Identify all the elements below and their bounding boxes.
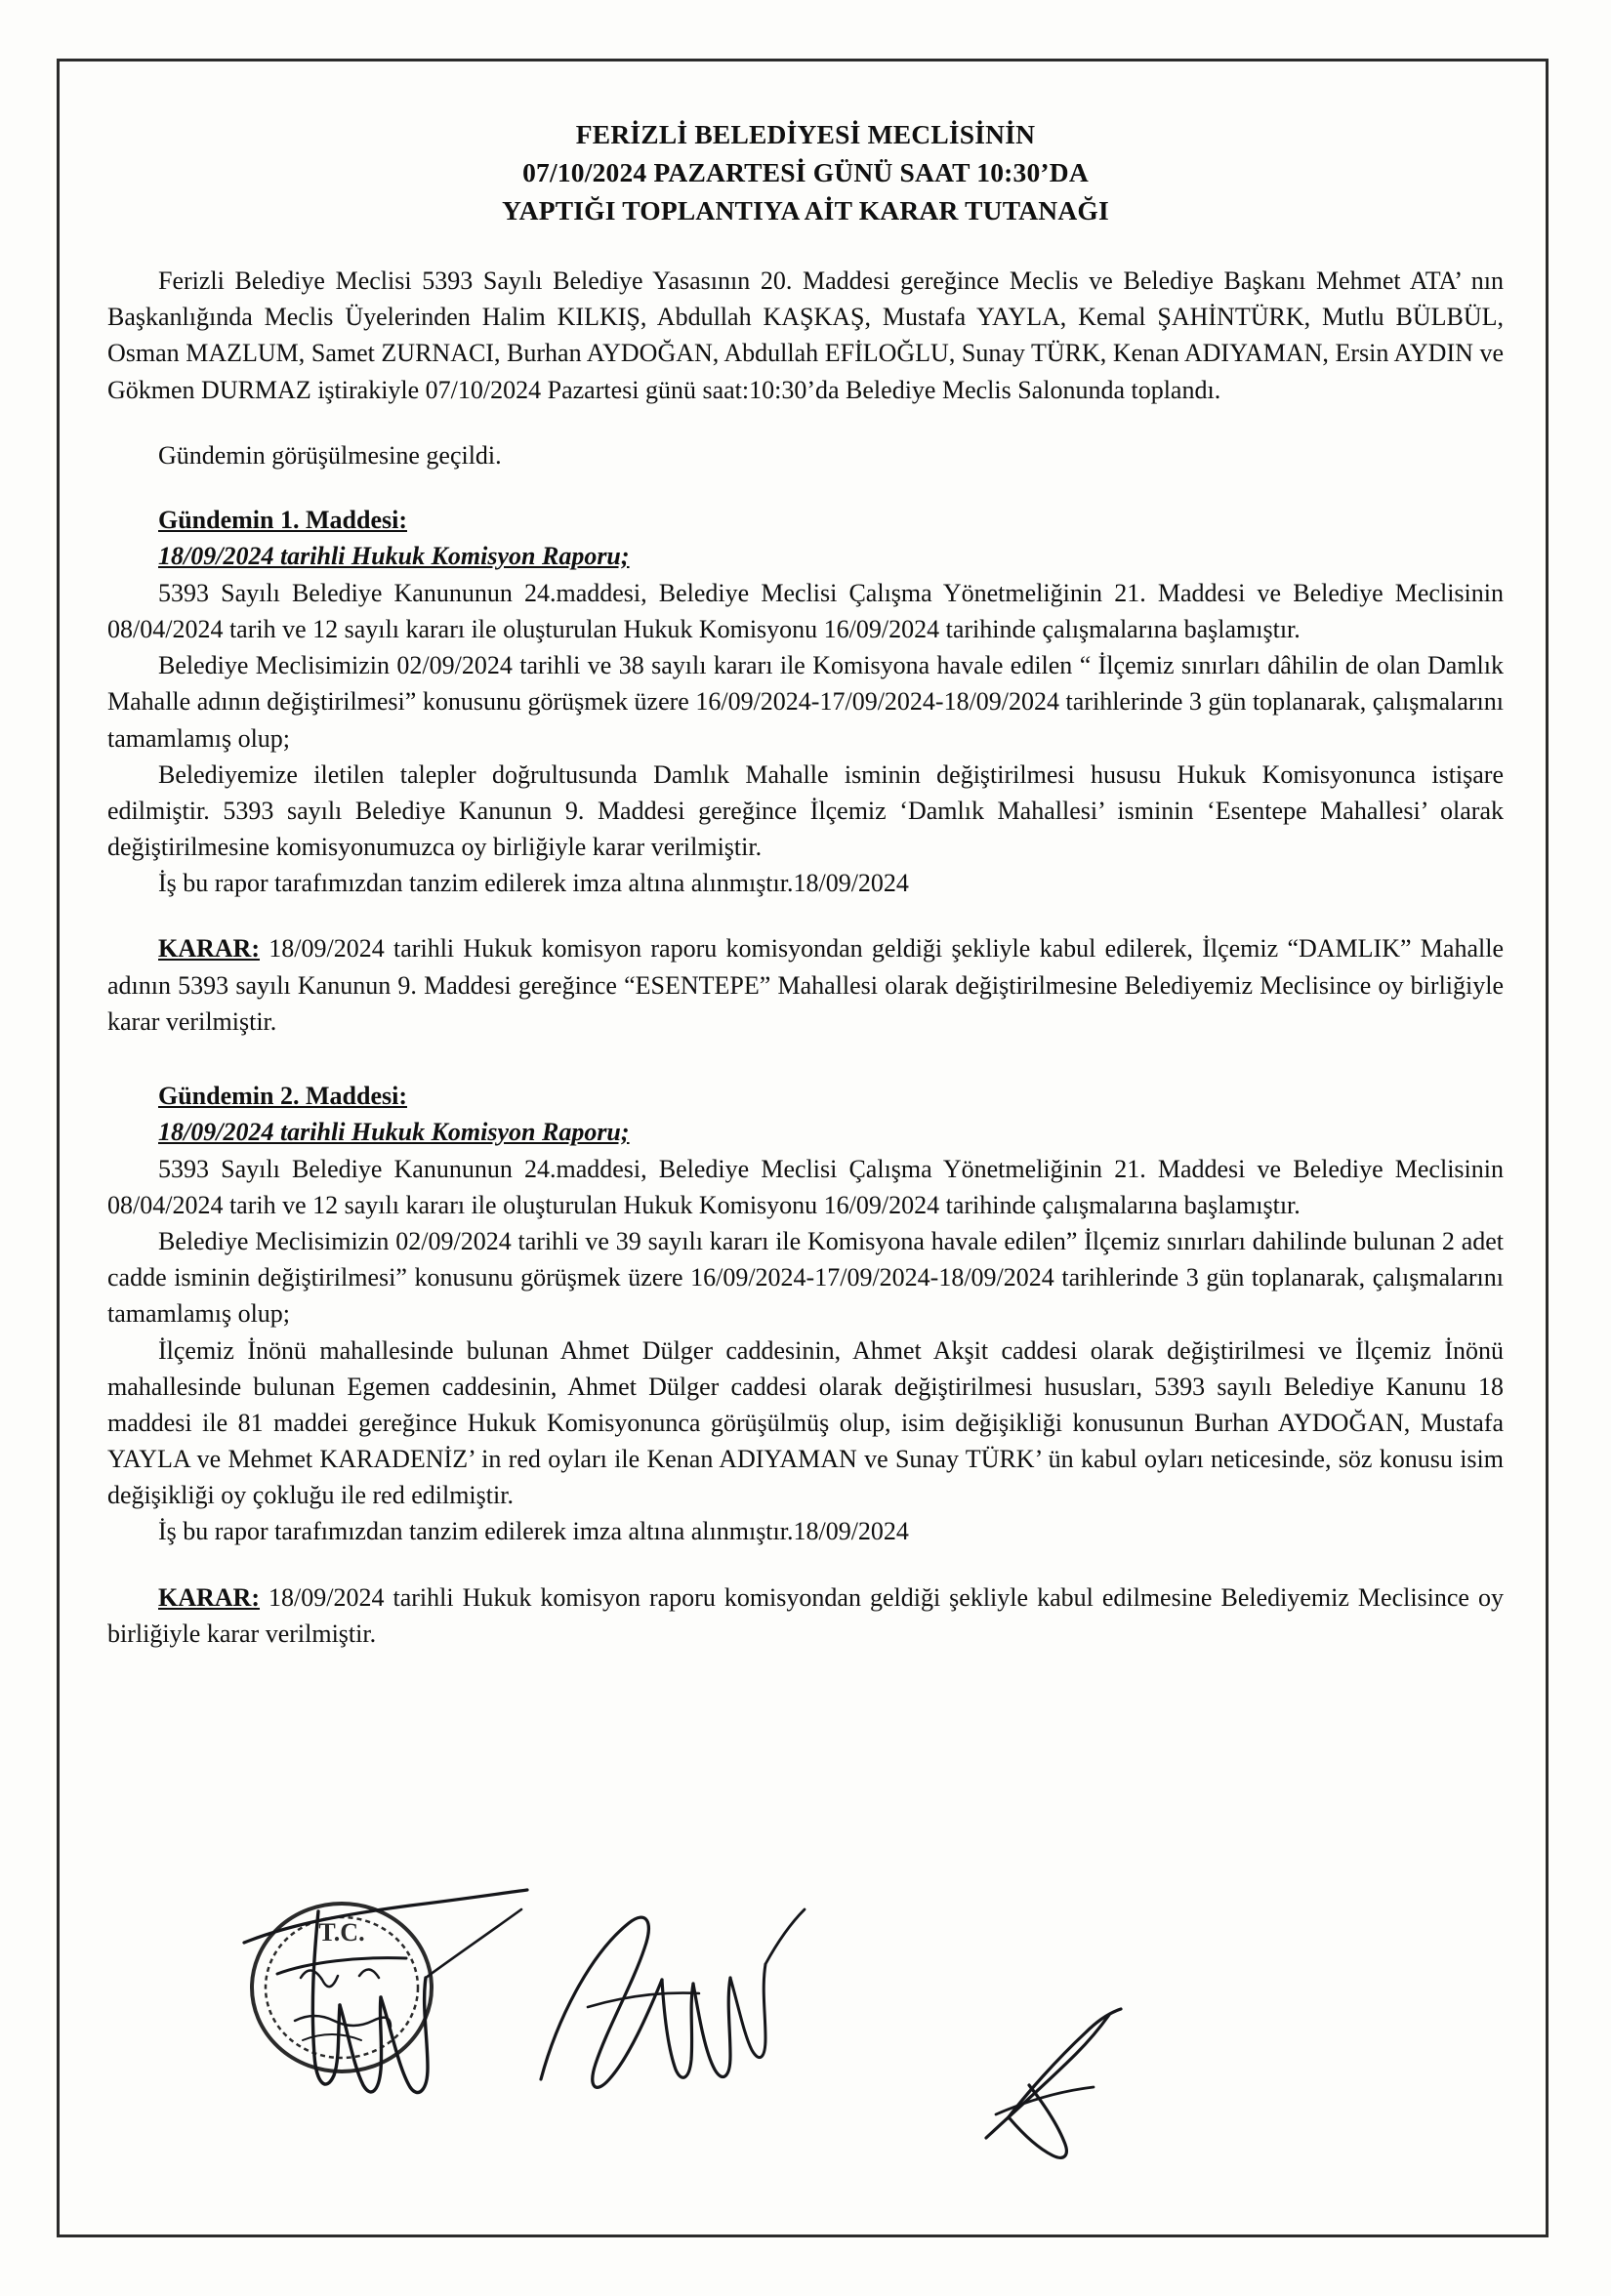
document-content [107,115,1504,1652]
agenda-item-2-heading-text: Gündemin 2. Maddesi: [158,1081,407,1110]
agenda-item-2-decision [107,1579,1504,1652]
stamp-label: T.C. [318,1918,365,1947]
agenda-item-2-decision-text: 18/09/2024 tarihli Hukuk komisyon raporu komisyondan geldiği şekliyle kabul edilmesine Belediyemiz Meclisince oy birliğiyle karar verilmiştir. [107,1582,1504,1648]
agenda-item-2-paragraph-2: Belediye Meclisimizin 02/09/2024 tarihli ve 39 sayılı kararı ile Komisyona havale edilen” İlçemiz sınırları dahilinde bulunan 2 adet cadde isminin değiştirilmesi” konusunu görüşmek üzere 16/09/2024-17/09/2024-18/09/2024 tarihlerinde 3 gün toplanarak, çalışmalarını tamamlamış olup; [107,1227,1504,1329]
title-line-2: 07/10/2024 PAZARTESİ GÜNÜ SAAT 10:30’DA [522,157,1089,188]
agenda-item-1-subheading-text: 18/09/2024 tarihli Hukuk Komisyon Raporu; [158,541,630,570]
title-line-1: FERİZLİ BELEDİYESİ MECLİSİNİN [575,119,1036,149]
agenda-item-2-paragraph-1: 5393 Sayılı Belediye Kanununun 24.maddesi, Belediye Meclisi Çalışma Yönetmeliğinin 21. Maddesi ve Belediye Meclisinin 08/04/2024 tarih ve 12 sayılı kararı ile oluşturulan Hukuk Komisyonu 16/09/2024 tarihinde çalışmalarına başlamıştır. [107,1154,1504,1219]
agenda-item-2-paragraph-3: İlçemiz İnönü mahallesinde bulunan Ahmet Dülger caddesinin, Ahmet Akşit caddesi olarak değiştirilmesi ve İlçemiz İnönü mahallesinde bulunan Egemen caddesinin, Ahmet Dülger caddesi olarak değiştirilmesi hususları, 5393 sayılı Belediye Kanunu 18 maddesi ile 81 maddei gereğince Hukuk Komisyonunca görüşülmüş olup, isim değişikliği konusunun Burhan AYDOĞAN, Mustafa YAYLA ve Mehmet KARADENİZ’ in red oyları ile Kenan ADIYAMAN ve Sunay TÜRK’ ün kabul oyları neticesinde, söz konusu isim değişikliği oy çokluğu ile red edilmiştir. [107,1335,1504,1510]
agenda-item-1-decision-label: KARAR: [158,934,260,964]
agenda-item-1-paragraph-2: Belediye Meclisimizin 02/09/2024 tarihli ve 38 sayılı kararı ile Komisyona havale edilen “ İlçemiz sınırları dâhilin de olan Damlık Mahalle adının değiştirilmesi” konusunu görüşmek üzere 16/09/2024-17/09/2024-18/09/2024 tarihlerinde 3 gün toplanarak, çalışmalarını tamamlamış olup; [107,651,1504,753]
signature-center [527,1904,820,2128]
agenda-item-1-subheading [158,539,1504,575]
agenda-item-1-paragraph-4: İş bu rapor tarafımızdan tanzim edilerek imza altına alınmıştır.18/09/2024 [158,869,909,898]
agenda-item-1-heading-text: Gündemin 1. Maddesi: [158,506,407,534]
agenda-item-1-paragraph-3: Belediyemize iletilen talepler doğrultusunda Damlık Mahalle isminin değiştirilmesi hususu Hukuk Komisyonunca istişare edilmiştir. 5393 sayılı Belediye Kanunun 9. Maddesi gereğince İlçemiz ‘Damlık Mahallesi’ isminin ‘Esentepe Mahallesi’ olarak değiştirilmesine komisyonumuzca oy birliğiyle karar verilmiştir. [107,759,1504,862]
agenda-item-2-subheading [158,1115,1504,1151]
agenda-item-1-heading [158,503,1504,539]
signature-right [967,2001,1201,2177]
agenda-item-1-decision [107,930,1504,1040]
agenda-item-2-decision-label: KARAR: [158,1582,260,1612]
agenda-item-2-subheading-text: 18/09/2024 tarihli Hukuk Komisyon Raporu; [158,1117,630,1146]
agenda-item-1-decision-text: 18/09/2024 tarihli Hukuk komisyon raporu komisyondan geldiği şekliyle kabul edilerek, İlçemiz “DAMLIK” Mahalle adının 5393 sayılı Kanunun 9. Maddesi gereğince “ESENTEPE” Mahallesi olarak değiştirilmesine Belediyemiz Meclisince oy birliğiyle karar verilmiştir. [107,934,1504,1036]
intro-paragraph: Ferizli Belediye Meclisi 5393 Sayılı Belediye Yasasının 20. Maddesi gereğince Meclis ve Belediye Başkanı Mehmet ATA’ nın Başkanlığında Meclis Üyelerinden Halim KILKIŞ, Abdullah KAŞKAŞ, Mustafa YAYLA, Kemal ŞAHİNTÜRK, Mutlu BÜLBÜL, Osman MAZLUM, Samet ZURNACI, Burhan AYDOĞAN, Abdullah EFİLOĞLU, Sunay TÜRK, Kenan ADIYAMAN, Ersin AYDIN ve Gökmen DURMAZ iştirakiyle 07/10/2024 Pazartesi günü saat:10:30’da Belediye Meclis Salonunda toplandı. [107,266,1504,404]
agenda-item-1-paragraph-1: 5393 Sayılı Belediye Kanununun 24.maddesi, Belediye Meclisi Çalışma Yönetmeliğinin 21. Maddesi ve Belediye Meclisinin 08/04/2024 tarih ve 12 sayılı kararı ile oluşturulan Hukuk Komisyonu 16/09/2024 tarihinde çalışmalarına başlamıştır. [107,578,1504,643]
page-title [107,115,1504,229]
agenda-opening: Gündemin görüşülmesine geçildi. [158,440,502,470]
signature-left [225,1884,547,2128]
agenda-item-2-paragraph-4: İş bu rapor tarafımızdan tanzim edilerek imza altına alınmıştır.18/09/2024 [158,1517,909,1546]
signature-area [107,1884,1504,2206]
title-line-3: YAPTIĞI TOPLANTIYA AİT KARAR TUTANAĞI [502,195,1109,226]
agenda-item-2-heading [158,1079,1504,1115]
